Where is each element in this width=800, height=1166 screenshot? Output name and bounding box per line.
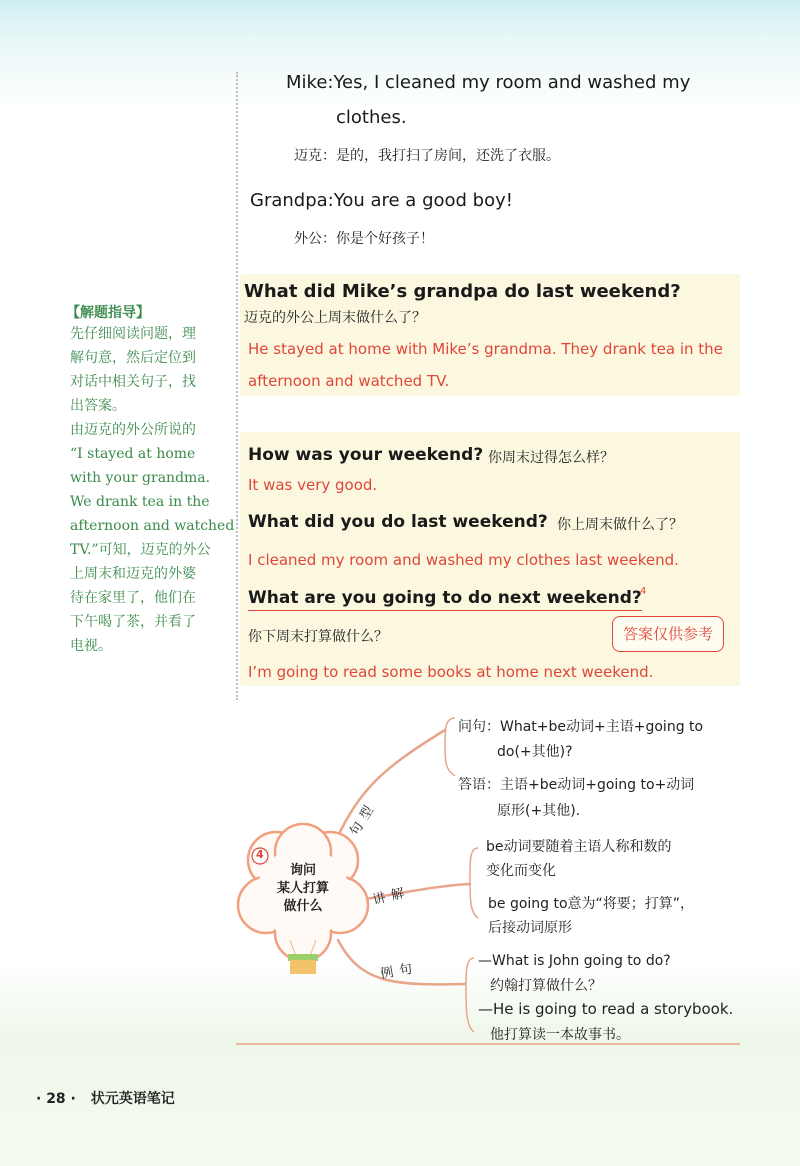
guide-line: 下午喝了茶，并看了 (70, 614, 196, 630)
q1-question: What did Mike’s grandpa do last weekend? (244, 281, 681, 302)
q2-question: How was your weekend? (248, 445, 484, 465)
q3-question: What did you do last weekend? (248, 512, 548, 532)
center-line-2: 某人打算 (276, 881, 329, 896)
q4-question: What are you going to do next weekend? (248, 588, 642, 608)
example2-en: —He is going to read a storybook. (478, 1000, 734, 1018)
pattern-question-line2: do(+其他)? (497, 744, 573, 760)
guide-text (70, 322, 235, 658)
brace-sentence (445, 718, 455, 776)
guide-line: with your grandma. (70, 470, 211, 486)
q4-answer: I’m going to read some books at home next weekend. (248, 663, 654, 681)
center-line-1: 询问 (289, 863, 316, 878)
guide-line: 待在家里了，他们在 (70, 590, 196, 606)
brace-explain (470, 848, 478, 918)
q2-answer: It was very good. (248, 476, 378, 494)
example1-en: —What is John going to do? (478, 953, 671, 969)
guide-line: We drank tea in the (70, 494, 210, 510)
q4-marker: 4 (640, 586, 647, 597)
book-title: 状元英语笔记 (90, 1091, 175, 1107)
q3-answer: I cleaned my room and washed my clothes last weekend. (248, 551, 679, 569)
explain1-line1: be动词要随着主语人称和数的 (486, 839, 672, 855)
guide-line: TV.”可知，迈克的外公 (70, 542, 211, 558)
guide-line: 先仔细阅读问题，理 (70, 326, 196, 342)
branch-example-label: 例句 (379, 960, 420, 983)
guide-line: “I stayed at home (70, 446, 196, 462)
pattern-answer-text: 主语+be动词+going to+动词 (500, 777, 695, 793)
dialogue-mike-en: Mike:Yes, I cleaned my room and washed my (286, 72, 691, 93)
branch-explain-label: 讲解 (371, 884, 412, 909)
example2-cn: 他打算读一本故事书。 (490, 1027, 630, 1043)
pattern-question-line1 (458, 716, 703, 736)
mindmap-center-title (262, 862, 344, 916)
q1-answer-line2: afternoon and watched TV. (248, 372, 450, 390)
pattern-answer-line2: 原形(+其他). (497, 803, 581, 819)
q1-question-cn: 迈克的外公上周末做什么了？ (244, 310, 426, 326)
guide-title: 【解题指导】 (66, 305, 150, 321)
example1-cn: 约翰打算做什么？ (490, 978, 602, 994)
page-number: · 28 · (36, 1091, 76, 1107)
guide-line: 出答案。 (70, 398, 126, 414)
column-divider (236, 72, 238, 700)
guide-line: afternoon and watched (70, 518, 235, 534)
dialogue-grandpa-cn: 外公：你是个好孩子！ (294, 231, 434, 247)
dialogue-mike-cn: 迈克：是的，我打扫了房间，还洗了衣服。 (294, 148, 560, 164)
dialogue-grandpa-en: Grandpa:You are a good boy! (250, 190, 513, 211)
brace-example (466, 958, 474, 1032)
q1-answer-line1: He stayed at home with Mike’s grandma. They drank tea in the (248, 340, 723, 358)
pattern-answer-prefix: 答语： (458, 777, 500, 793)
answer-reference-stamp: 答案仅供参考 (612, 616, 724, 652)
pattern-question-text: What+be动词+主语+going to (500, 719, 704, 735)
branch-sentence-label: 句型 (347, 798, 381, 839)
explain1-line2: 变化而变化 (486, 863, 556, 879)
guide-line: 上周末和迈克的外婆 (70, 566, 196, 582)
q4-underline (248, 610, 642, 611)
explain2-line2: 后接动词原形 (488, 920, 572, 936)
center-line-3: 做什么 (283, 899, 323, 914)
pattern-answer-line1 (458, 774, 694, 794)
explain2-line1: be going to意为“将要；打算”， (488, 896, 695, 912)
guide-line: 解句意，然后定位到 (70, 350, 196, 366)
q2-question-cn: 你周末过得怎么样？ (488, 450, 614, 466)
q4-question-cn: 你下周末打算做什么？ (248, 629, 388, 645)
guide-line: 由迈克的外公所说的 (70, 422, 196, 438)
q3-question-cn: 你上周末做什么了？ (557, 517, 683, 533)
guide-line: 对话中相关句子，找 (70, 374, 196, 390)
page-footer (36, 1088, 175, 1108)
guide-line: 电视。 (70, 638, 112, 654)
dialogue-mike-en-cont: clothes. (336, 107, 407, 128)
mindmap-number: 4 (256, 848, 264, 861)
pattern-question-prefix: 问句： (458, 719, 500, 735)
